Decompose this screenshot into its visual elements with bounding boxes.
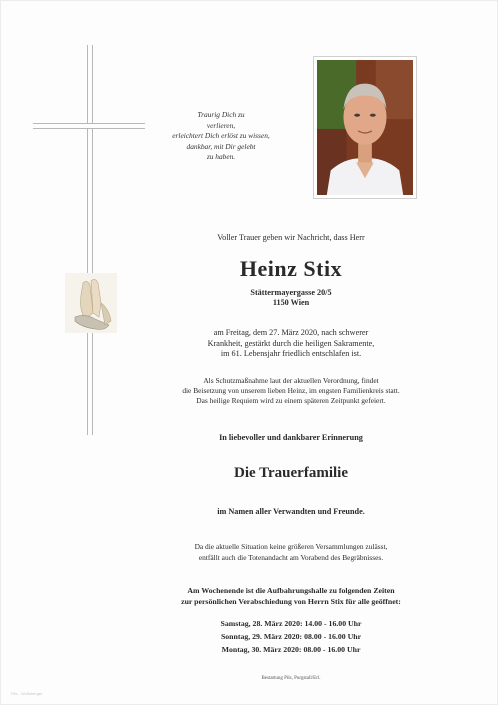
hall-line: zur persönlichen Verabschiedung von Herrn Stix für alle geöffnet: xyxy=(181,597,401,606)
gathering-notice xyxy=(101,542,481,563)
deceased-address xyxy=(101,288,481,308)
cross-horizontal-bar xyxy=(33,123,145,129)
corner-mark: Pils - Wolfsberger xyxy=(11,691,43,696)
notice-line: die Beisetzung von unserem lieben Heinz, im engsten Familienkreis statt. xyxy=(182,386,400,395)
notice-line: Als Schutzmaßnahme laut der aktuellen Verordnung, findet xyxy=(203,376,379,385)
portrait-image xyxy=(317,60,413,195)
poem-line: Traurig Dich zu xyxy=(197,110,245,119)
notice-line: Das heilige Requiem wird zu einem späteren Zeitpunkt gefeiert. xyxy=(196,396,386,405)
hall-line: Am Wochenende ist die Aufbahrungshalle zu folgenden Zeiten xyxy=(187,586,395,595)
death-line: Krankheit, gestärkt durch die heiligen Sakramente, xyxy=(207,338,375,348)
poem-line: dankbar, mit Dir gelebt xyxy=(186,141,256,151)
death-line: im 61. Lebensjahr friedlich entschlafen ist. xyxy=(220,349,362,359)
address-city: 1150 Wien xyxy=(272,298,310,307)
address-street: Stättermayergasse 20/5 xyxy=(250,288,332,297)
relatives-line: im Namen aller Verwandten und Freunde. xyxy=(217,507,365,516)
poem-line: zu haben. xyxy=(206,152,236,162)
announcement-intro: Voller Trauer geben wir Nachricht, dass Herr xyxy=(217,233,365,242)
poem-line: verlieren, xyxy=(206,120,236,130)
deceased-name: Heinz Stix xyxy=(239,256,343,281)
burial-notice xyxy=(101,376,481,406)
schedule-item: Samstag, 28. März 2020: 14.00 - 16.00 Uhr xyxy=(220,619,362,628)
viewing-hall-notice xyxy=(101,585,481,607)
funeral-home-credit: Bestattung Pils, Purgstall/Erl. xyxy=(261,676,321,681)
memory-line: In liebevoller und dankbarer Erinnerung xyxy=(219,433,363,442)
mourning-family: Die Trauerfamilie xyxy=(234,465,348,481)
gathering-line: Da die aktuelle Situation keine größeren Versammlungen zulässt, xyxy=(194,542,388,551)
memorial-poem xyxy=(153,110,289,163)
death-notice xyxy=(101,328,481,360)
viewing-schedule xyxy=(101,617,481,656)
gathering-line: entfällt auch die Totenandacht am Vorabend des Begräbnisses. xyxy=(198,552,384,562)
portrait-photo xyxy=(313,56,417,199)
poem-line: erleichtert Dich erlöst zu wissen, xyxy=(172,131,270,141)
schedule-item: Montag, 30. März 2020: 08.00 - 16.00 Uhr xyxy=(221,645,361,654)
death-line: am Freitag, dem 27. März 2020, nach schwerer xyxy=(213,328,369,337)
schedule-item: Sonntag, 29. März 2020: 08.00 - 16.00 Uhr xyxy=(220,632,362,641)
cross-vertical-bar xyxy=(87,45,93,435)
